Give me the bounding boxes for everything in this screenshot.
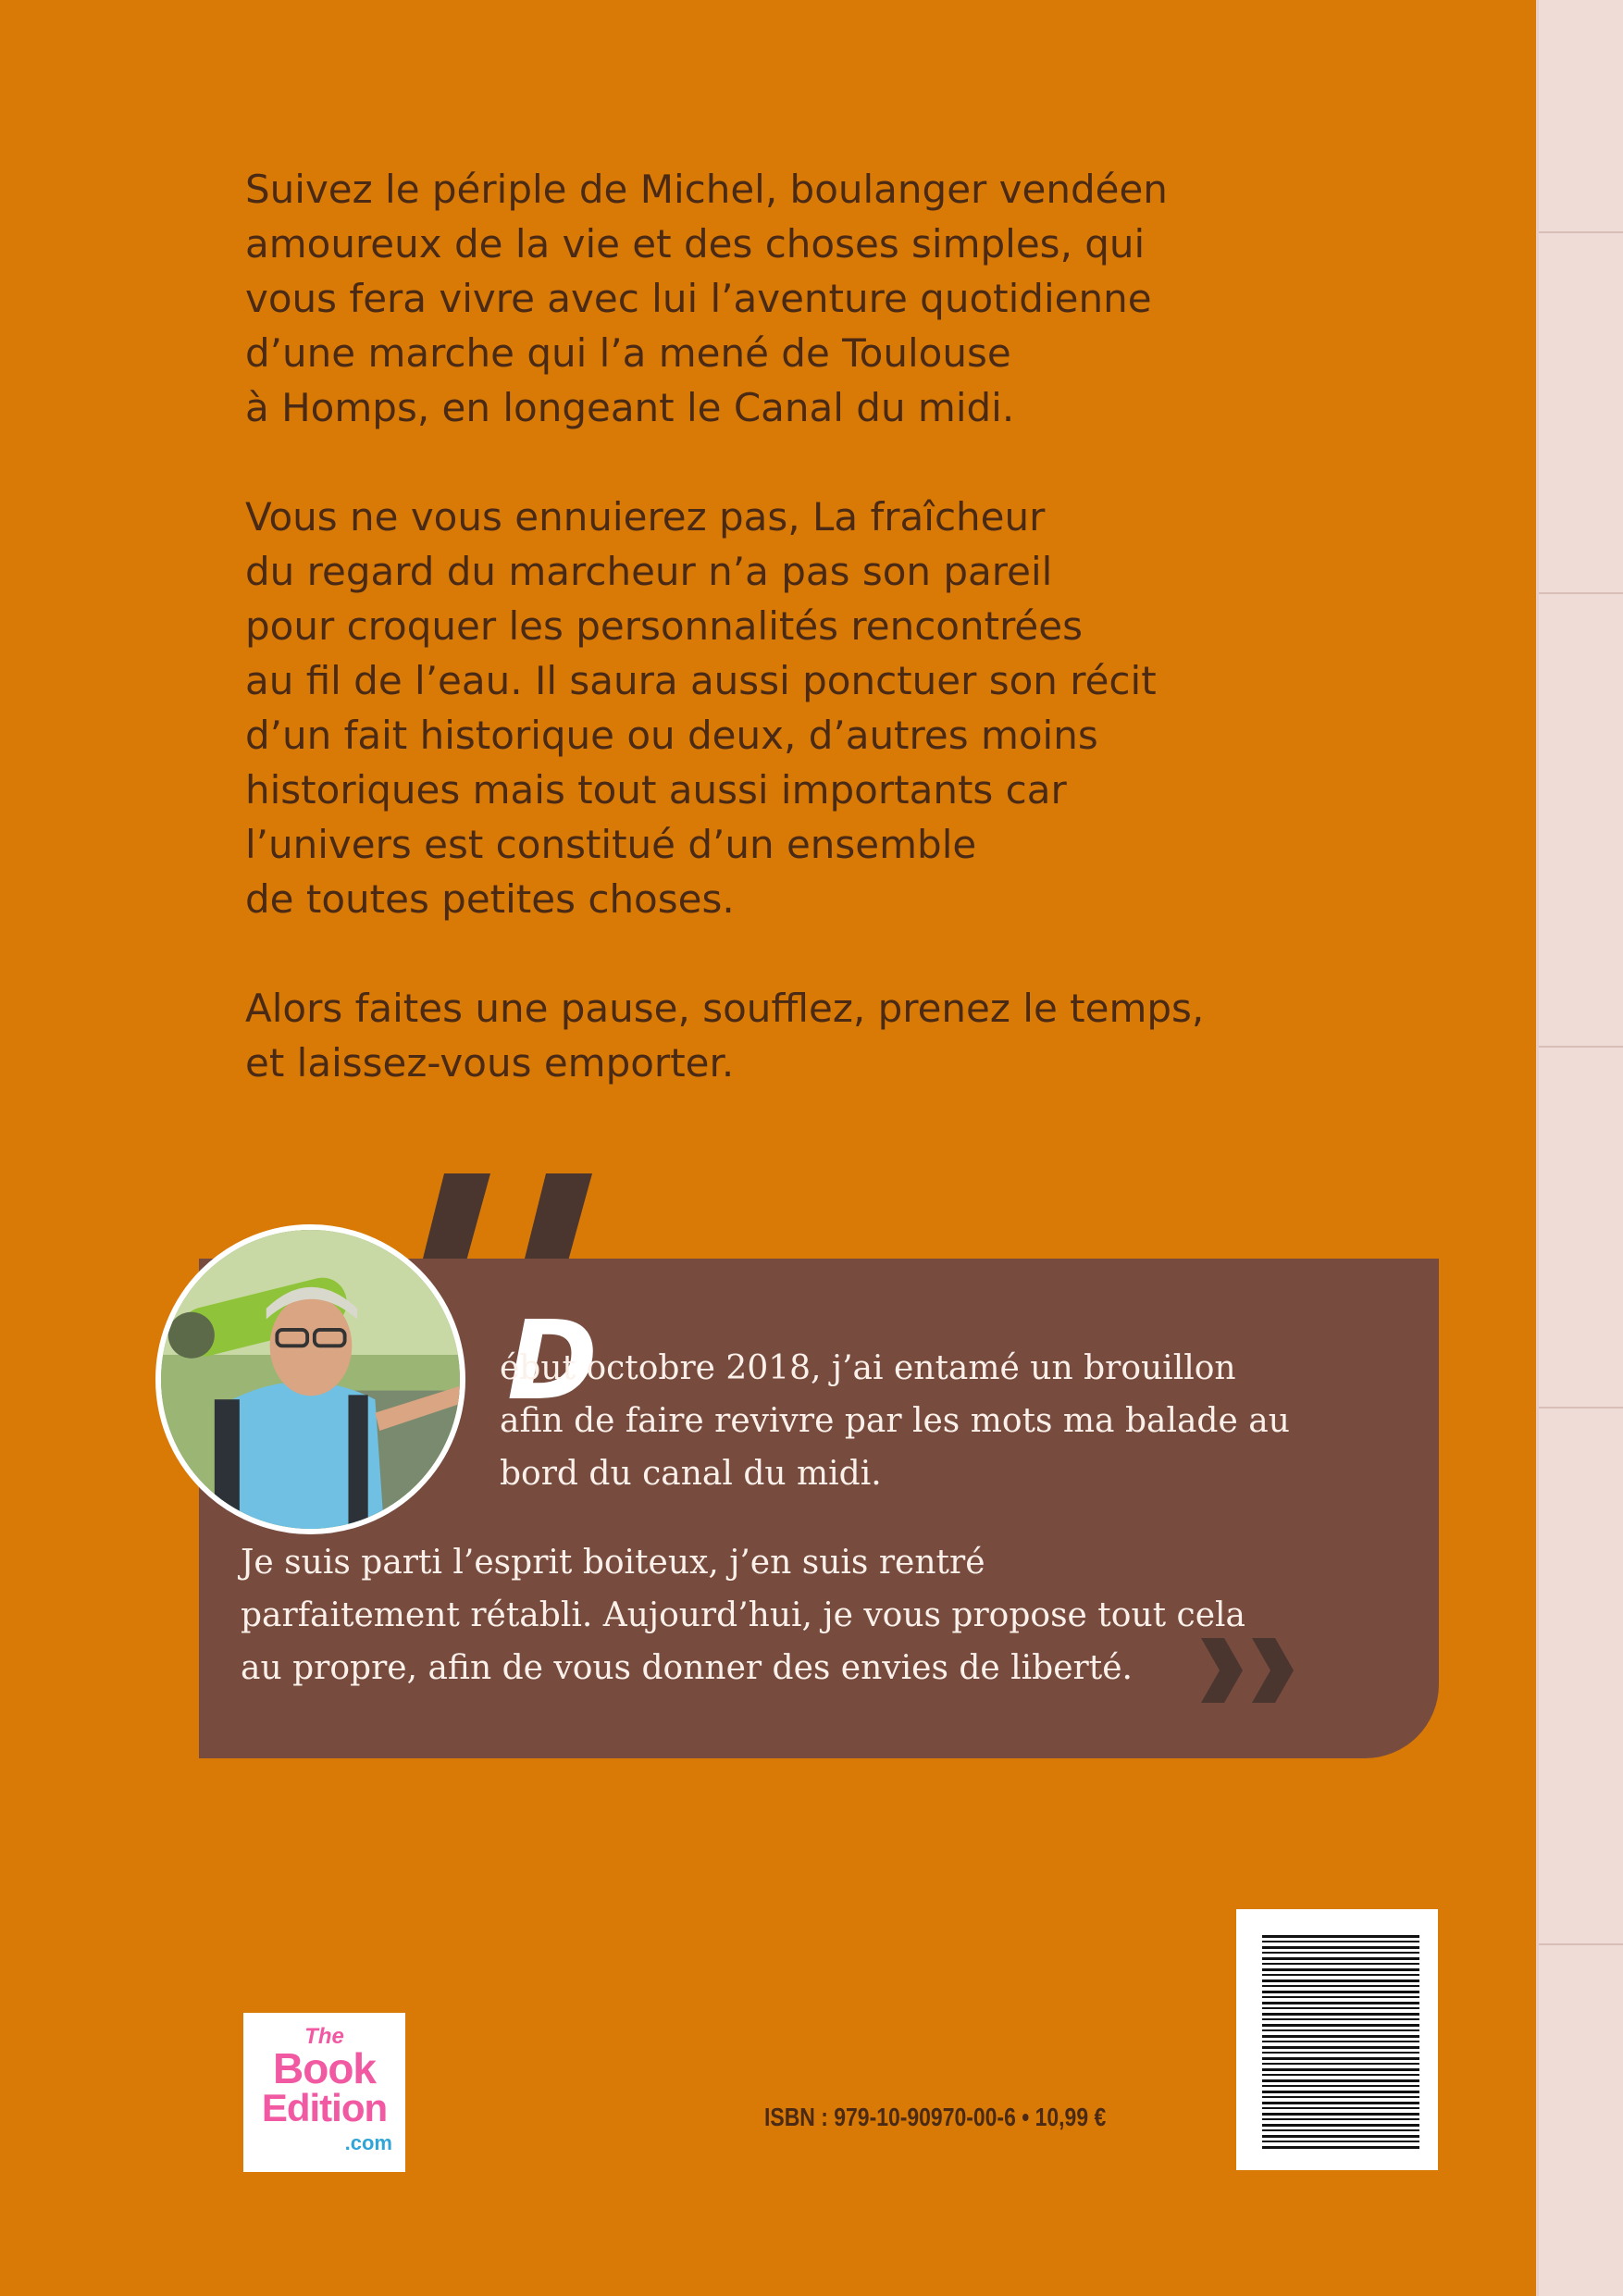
close-quote-icon (1201, 1638, 1303, 1703)
barcode-bars (1262, 1935, 1419, 2150)
blurb-paragraph-1: Suivez le périple de Michel, boulanger vendéen amoureux de la vie et des choses simples, qui vous fera vivre avec lui l’aventure quotidienne d’une marche qui l’a mené de Toulouse à Homps, en longeant le Canal du midi. (245, 167, 1168, 430)
logo-book-text: Book (273, 2044, 376, 2092)
book-spine (1536, 0, 1623, 2296)
spine-map-line (1539, 592, 1623, 594)
spine-map-line (1539, 1407, 1623, 1409)
spine-map-line (1539, 1943, 1623, 1945)
publisher-logo (243, 2013, 405, 2172)
author-photo (155, 1224, 465, 1534)
blurb-paragraph-3: Alors faites une pause, soufflez, prenez le temps, et laissez-vous emporter. (245, 986, 1205, 1086)
spine-map-line (1539, 231, 1623, 233)
spine-map-line (1539, 1046, 1623, 1048)
barcode (1236, 1909, 1438, 2170)
isbn-price: ISBN : 979-10-90970-00-6 • 10,99 € (764, 2103, 1107, 2131)
back-cover-blurb (245, 162, 1430, 1090)
quote-first-paragraph: ébut octobre 2018, j’ai entamé un brouillon afin de faire revivre par les mots ma balade au bord du canal du midi. (500, 1349, 1290, 1493)
logo-the-text: The (304, 2024, 344, 2049)
quote-dropcap: D (507, 1297, 598, 1424)
quote-second-paragraph: Je suis parti l’esprit boiteux, j’en suis rentré parfaitement rétabli. Aujourd’hui, je vous propose tout cela au propre, afin de vous donner des envies de liberté. (241, 1544, 1245, 1687)
logo-edition-text: Edition (261, 2086, 388, 2129)
logo-com-text: .com (344, 2131, 392, 2154)
blurb-paragraph-2: Vous ne vous ennuierez pas, La fraîcheur du regard du marcheur n’a pas son pareil pour croquer les personnalités rencontrées au fil de l’eau. Il saura aussi ponctuer son récit d’un fait historique ou deux, d’autres moins historiques mais tout aussi importants car l’univers est constitué d’un ensemble de toutes petites choses. (245, 494, 1157, 922)
